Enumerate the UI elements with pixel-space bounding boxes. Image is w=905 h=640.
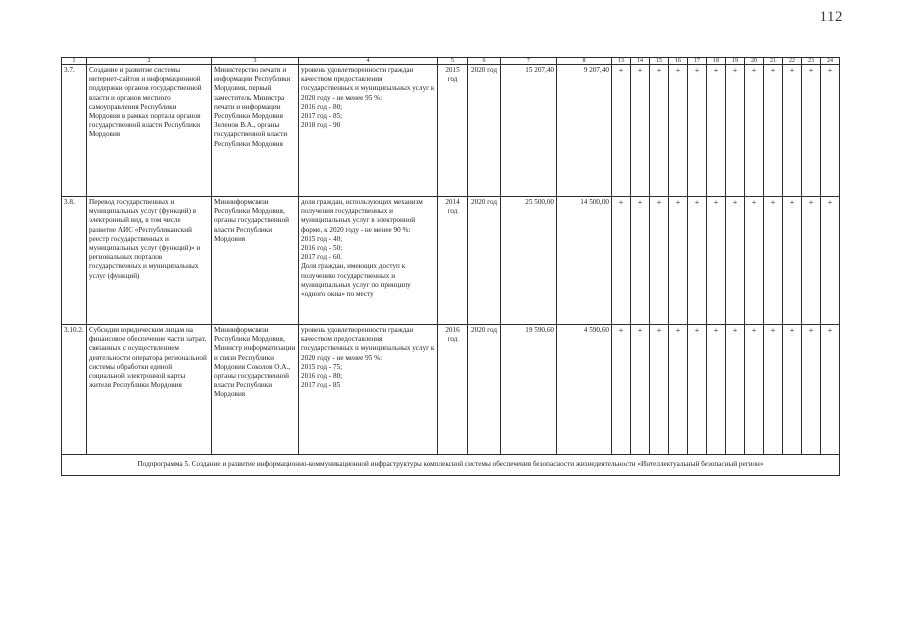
- year-mark: +: [783, 325, 802, 455]
- year-mark: +: [726, 65, 745, 197]
- year-mark: +: [745, 325, 764, 455]
- year-mark: +: [821, 197, 840, 325]
- executor: Минниформсвязи Республики Мордовия, органы государственной власти Республики Мордовия: [212, 197, 299, 325]
- amount-budget: 14 500,00: [557, 197, 612, 325]
- year-mark: +: [650, 197, 669, 325]
- year-mark: +: [764, 65, 783, 197]
- header-col-8: 8: [557, 58, 612, 65]
- amount-budget: 9 207,40: [557, 65, 612, 197]
- year-mark: +: [612, 65, 631, 197]
- year-mark: +: [726, 197, 745, 325]
- amount-total: 15 207,40: [501, 65, 557, 197]
- year-mark: +: [669, 325, 688, 455]
- start-year: 2016 год: [438, 325, 468, 455]
- year-mark: +: [707, 65, 726, 197]
- header-col-23: 23: [802, 58, 821, 65]
- header-col-17: 17: [688, 58, 707, 65]
- year-mark: +: [669, 197, 688, 325]
- header-col-21: 21: [764, 58, 783, 65]
- table-row: [62, 325, 840, 455]
- start-year: 2015 год: [438, 65, 468, 197]
- year-mark: +: [726, 325, 745, 455]
- year-mark: +: [650, 325, 669, 455]
- year-mark: +: [688, 325, 707, 455]
- table-row: [62, 197, 840, 325]
- header-col-5: 5: [438, 58, 468, 65]
- header-col-15: 15: [650, 58, 669, 65]
- header-col-16: 16: [669, 58, 688, 65]
- year-mark: +: [631, 65, 650, 197]
- year-mark: +: [631, 325, 650, 455]
- year-mark: +: [612, 325, 631, 455]
- header-col-3: 3: [212, 58, 299, 65]
- subprogram-title: Подпрограмма 5. Создание и развитие информационно-коммуникационной инфраструктуры комплексной системы обеспечения безопасности жизнедеятельности «Интеллектуальный безопасный регион»: [62, 455, 840, 476]
- header-col-14: 14: [631, 58, 650, 65]
- year-mark: +: [802, 197, 821, 325]
- page-number: 112: [819, 9, 843, 25]
- measure-name: Перевод государственных и муниципальных услуг (функций) в электронный вид, в том числе развитие АИС «Республиканский реестр государственных и муниципальных услуг (функций)» и региональных порталов государственных и муниципальных услуг (функций): [87, 197, 212, 325]
- header-numbers-row: [62, 58, 840, 65]
- header-col-7: 7: [501, 58, 557, 65]
- subprogram-row: [62, 455, 840, 476]
- year-mark: +: [631, 197, 650, 325]
- year-mark: +: [707, 325, 726, 455]
- year-mark: +: [688, 65, 707, 197]
- measure-name: Субсидии юридическим лицам на финансовое обеспечение части затрат, связанных с осуществлением деятельности оператора региональной системы обработки единой социальной электронной карты жителя Республики Мордовия: [87, 325, 212, 455]
- amount-budget: 4 590,60: [557, 325, 612, 455]
- indicator: доля граждан, использующих механизм получения государственных и муниципальных услуг в электронной форме, к 2020 году - не менее 90 %: 2015 год - 40; 2016 год - 50; 2017 год - 60. Доля граждан, имеющих доступ к получению государственных и муниципальных услуг по принципу «одного окна» по месту: [299, 197, 438, 325]
- header-col-13: 13: [612, 58, 631, 65]
- row-number: 3.8.: [62, 197, 87, 325]
- year-mark: +: [821, 325, 840, 455]
- end-year: 2020 год: [468, 325, 501, 455]
- year-mark: +: [612, 197, 631, 325]
- year-mark: +: [802, 65, 821, 197]
- year-mark: +: [669, 65, 688, 197]
- year-mark: +: [764, 197, 783, 325]
- end-year: 2020 год: [468, 65, 501, 197]
- year-mark: +: [821, 65, 840, 197]
- header-col-19: 19: [726, 58, 745, 65]
- measure-name: Создание и развитие системы интернет-сайтов и информационной поддержки органов государственной власти и органов местного самоуправления Республики Мордовия в рамках портала органов государственной власти Республики Мордовия: [87, 65, 212, 197]
- year-mark: +: [745, 65, 764, 197]
- table-row: [62, 65, 840, 197]
- executor: Министерство печати и информации Республики Мордовия, первый заместитель Министра печати и информации Республики Мордовия Зеленов В.А., органы государственной власти Республики Мордовия: [212, 65, 299, 197]
- amount-total: 25 500,00: [501, 197, 557, 325]
- year-mark: +: [745, 197, 764, 325]
- executor: Минниформсвязи Республики Мордовия, Министр информатизации и связи Республики Мордовия Соколов О.А., органы государственной власти Республики Мордовия: [212, 325, 299, 455]
- year-mark: +: [764, 325, 783, 455]
- year-mark: +: [688, 197, 707, 325]
- header-col-1: 1: [62, 58, 87, 65]
- amount-total: 19 590,60: [501, 325, 557, 455]
- indicator: уровень удовлетворенности граждан качеством предоставления государственных и муниципальных услуг к 2020 году - не менее 95 %: 2016 год - 80; 2017 год - 85; 2018 год - 90: [299, 65, 438, 197]
- program-table: [61, 57, 840, 476]
- year-mark: +: [707, 197, 726, 325]
- indicator: уровень удовлетворенности граждан качеством предоставления государственных и муниципальных услуг к 2020 году - не менее 95 %: 2015 год - 75; 2016 год - 80; 2017 год - 85: [299, 325, 438, 455]
- year-mark: +: [802, 325, 821, 455]
- year-mark: +: [783, 65, 802, 197]
- header-col-20: 20: [745, 58, 764, 65]
- end-year: 2020 год: [468, 197, 501, 325]
- row-number: 3.10.2.: [62, 325, 87, 455]
- row-number: 3.7.: [62, 65, 87, 197]
- header-col-6: 6: [468, 58, 501, 65]
- year-mark: +: [783, 197, 802, 325]
- year-mark: +: [650, 65, 669, 197]
- header-col-18: 18: [707, 58, 726, 65]
- header-col-4: 4: [299, 58, 438, 65]
- header-col-24: 24: [821, 58, 840, 65]
- header-col-22: 22: [783, 58, 802, 65]
- header-col-2: 2: [87, 58, 212, 65]
- start-year: 2014 год: [438, 197, 468, 325]
